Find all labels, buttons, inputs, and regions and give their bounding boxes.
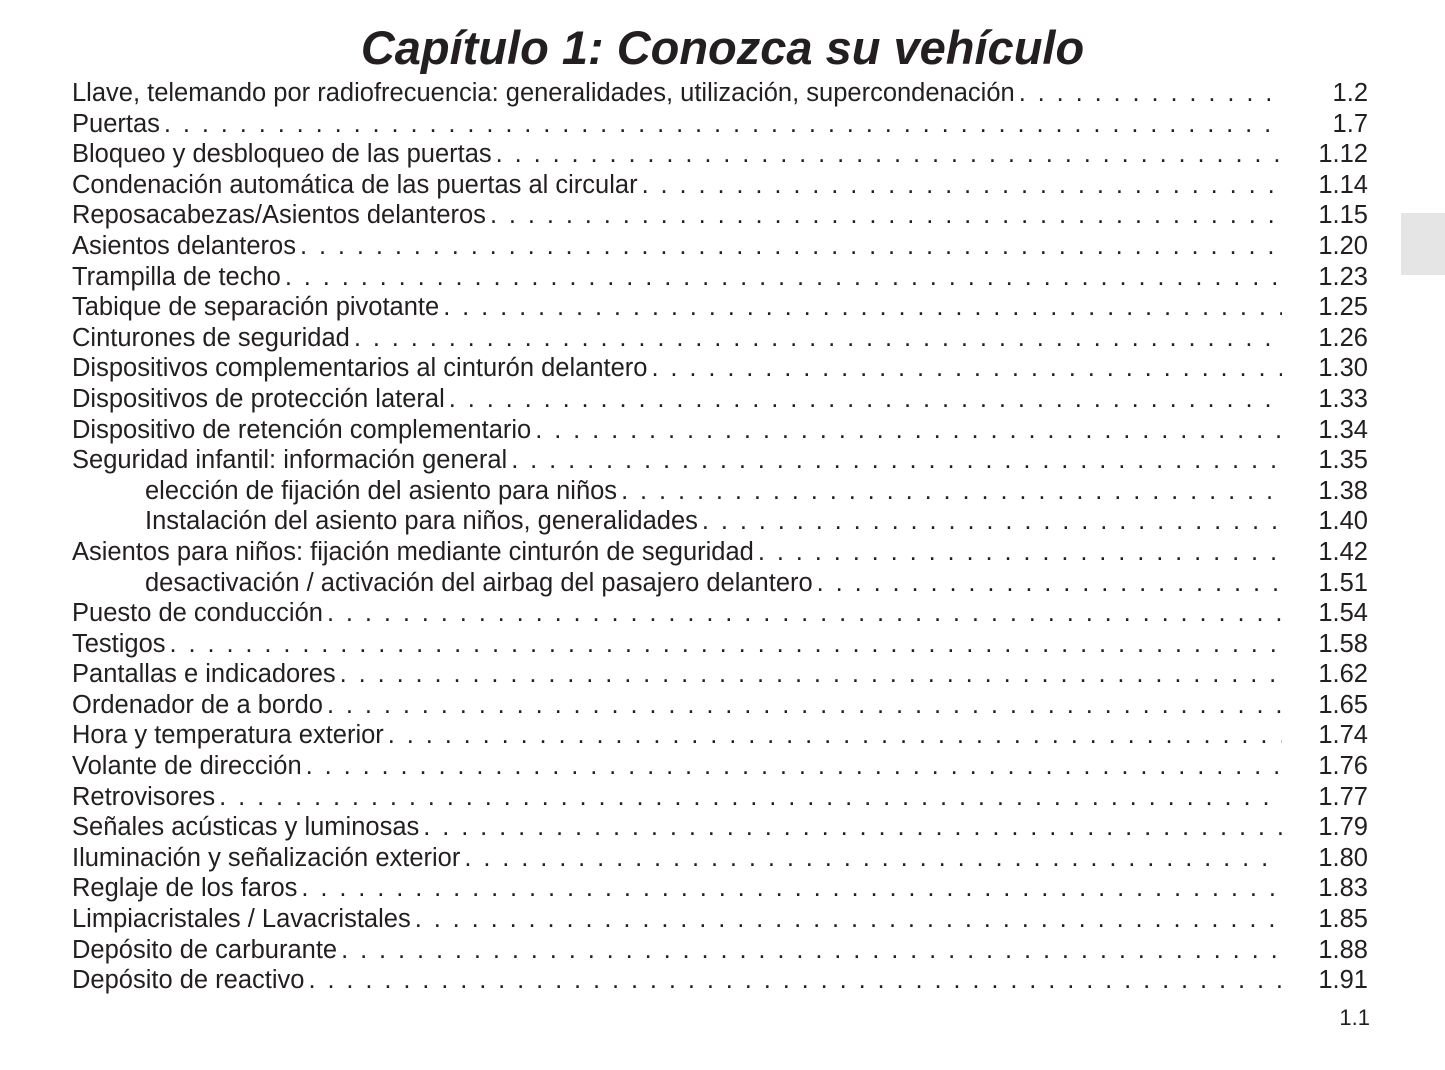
toc-entry-label: Ordenador de a bordo xyxy=(72,690,327,721)
toc-dot-leader xyxy=(651,353,1282,384)
toc-entry[interactable] xyxy=(72,323,1368,354)
toc-dot-leader xyxy=(388,720,1282,751)
toc-entry-page: 1.85 xyxy=(1318,905,1368,934)
toc-entry-page: 1.74 xyxy=(1318,721,1368,750)
toc-entry-page: 1.79 xyxy=(1318,813,1368,842)
chapter-title: Capítulo 1: Conozca su vehículo xyxy=(360,21,1085,74)
toc-dot-leader xyxy=(354,323,1282,354)
toc-entry-page: 1.2 xyxy=(1332,79,1368,107)
toc-dot-leader xyxy=(758,537,1282,568)
toc-dot-leader xyxy=(449,384,1282,415)
toc-entry-label: Asientos delanteros xyxy=(72,231,300,262)
toc-dot-leader xyxy=(340,659,1282,690)
toc-dot-leader xyxy=(423,812,1282,843)
toc-entry-page: 1.12 xyxy=(1318,140,1368,169)
toc-entry-page: 1.76 xyxy=(1318,752,1368,781)
toc-dot-leader xyxy=(464,843,1282,874)
toc-entry-label: Señales acústicas y luminosas xyxy=(72,812,423,843)
toc-entry-label: desactivación / activación del airbag del pasajero delantero xyxy=(72,568,817,599)
toc-entry[interactable] xyxy=(72,200,1368,231)
toc-entry[interactable] xyxy=(72,568,1368,599)
toc-entry-label: Pantallas e indicadores xyxy=(72,659,340,690)
toc-dot-leader xyxy=(817,568,1282,599)
toc-entry[interactable] xyxy=(72,139,1368,170)
toc-dot-leader xyxy=(327,598,1282,629)
toc-entry[interactable] xyxy=(72,782,1368,813)
toc-entry-page: 1.25 xyxy=(1318,293,1368,322)
toc-dot-leader xyxy=(308,965,1282,996)
page-number: 1.1 xyxy=(1339,1005,1370,1030)
toc-dot-leader xyxy=(164,109,1282,140)
toc-entry-label: Depósito de carburante xyxy=(72,935,341,966)
toc-entry-label: Hora y temperatura exterior xyxy=(72,720,388,751)
toc-entry-label: Llave, telemando por radiofrecuencia: generalidades, utilización, supercondenación xyxy=(72,78,1019,109)
toc-entry-page: 1.40 xyxy=(1318,507,1368,536)
toc-entry-label: Instalación del asiento para niños, generalidades xyxy=(72,506,702,537)
toc-entry-page: 1.42 xyxy=(1318,537,1368,566)
toc-entry-label: Volante de dirección xyxy=(72,751,306,782)
toc-entry-page: 1.26 xyxy=(1318,323,1368,352)
toc-entry-label: Testigos xyxy=(72,629,170,660)
toc-entry-page: 1.7 xyxy=(1332,109,1368,138)
toc-entry[interactable] xyxy=(72,965,1368,996)
toc-dot-leader xyxy=(642,170,1282,201)
toc-entry[interactable] xyxy=(72,353,1368,384)
toc-entry[interactable] xyxy=(72,262,1368,293)
toc-dot-leader xyxy=(306,751,1282,782)
toc-entry-label: Seguridad infantil: información general xyxy=(72,445,511,476)
toc-entry-page: 1.65 xyxy=(1318,690,1368,719)
toc-entry-label: Puesto de conducción xyxy=(72,598,327,629)
toc-entry-page: 1.77 xyxy=(1318,782,1368,811)
toc-entry-label: Retrovisores xyxy=(72,782,219,813)
toc-dot-leader xyxy=(415,904,1282,935)
toc-entry-label: Dispositivos de protección lateral xyxy=(72,384,449,415)
toc-entry-page: 1.58 xyxy=(1318,629,1368,658)
toc-entry[interactable] xyxy=(72,231,1368,262)
toc-entry[interactable] xyxy=(72,659,1368,690)
toc-entry-page: 1.54 xyxy=(1318,599,1368,628)
toc-dot-leader xyxy=(300,231,1282,262)
toc-entry-label: Reposacabezas/Asientos delanteros xyxy=(72,200,490,231)
toc-entry-page: 1.34 xyxy=(1318,415,1368,444)
toc-entry[interactable] xyxy=(72,476,1368,507)
toc-entry[interactable] xyxy=(72,904,1368,935)
toc-dot-leader xyxy=(285,262,1282,293)
toc-entry[interactable] xyxy=(72,170,1368,201)
toc-entry[interactable] xyxy=(72,720,1368,751)
toc-entry-page: 1.62 xyxy=(1318,660,1368,689)
toc-entry[interactable] xyxy=(72,629,1368,660)
toc-entry[interactable] xyxy=(72,292,1368,323)
toc-entry-label: Tabique de separación pivotante xyxy=(72,292,443,323)
toc-dot-leader xyxy=(327,690,1282,721)
toc-entry[interactable] xyxy=(72,751,1368,782)
toc-entry-page: 1.30 xyxy=(1318,354,1368,383)
toc-entry-label: Dispositivos complementarios al cinturón delantero xyxy=(72,353,651,384)
toc-entry-page: 1.83 xyxy=(1318,874,1368,903)
toc-entry-label: Bloqueo y desbloqueo de las puertas xyxy=(72,139,496,170)
toc-entry[interactable] xyxy=(72,812,1368,843)
toc-dot-leader xyxy=(702,506,1282,537)
toc-entry[interactable] xyxy=(72,384,1368,415)
toc-dot-leader xyxy=(496,139,1282,170)
toc-entry-page: 1.33 xyxy=(1318,384,1368,413)
toc-entry-label: elección de fijación del asiento para niños xyxy=(72,476,621,507)
toc-entry-label: Asientos para niños: fijación mediante cinturón de seguridad xyxy=(72,537,758,568)
toc-dot-leader xyxy=(170,629,1282,660)
toc-entry-label: Cinturones de seguridad xyxy=(72,323,354,354)
toc-entry-label: Depósito de reactivo xyxy=(72,965,308,996)
toc-entry-label: Puertas xyxy=(72,109,164,140)
toc-entry-page: 1.38 xyxy=(1318,476,1368,505)
toc-entry-page: 1.14 xyxy=(1318,170,1368,199)
toc-entry[interactable] xyxy=(72,445,1368,476)
toc-entry[interactable] xyxy=(72,506,1368,537)
toc-dot-leader xyxy=(219,782,1282,813)
toc-entry[interactable] xyxy=(72,598,1368,629)
toc-entry-label: Dispositivo de retención complementario xyxy=(72,415,535,446)
toc-dot-leader xyxy=(341,935,1282,966)
toc-entry-label: Limpiacristales / Lavacristales xyxy=(72,904,415,935)
toc-entry-page: 1.91 xyxy=(1318,966,1368,995)
toc-entry[interactable] xyxy=(72,537,1368,568)
toc-entry-page: 1.80 xyxy=(1318,843,1368,872)
toc-entry[interactable] xyxy=(72,935,1368,966)
toc-entry[interactable] xyxy=(72,78,1368,109)
toc-entry-page: 1.20 xyxy=(1318,231,1368,260)
toc-entry-page: 1.35 xyxy=(1318,446,1368,475)
toc-entry[interactable] xyxy=(72,415,1368,446)
toc-dot-leader xyxy=(535,415,1282,446)
toc-entry[interactable] xyxy=(72,843,1368,874)
toc-entry-page: 1.23 xyxy=(1318,262,1368,291)
chapter-tab-marker xyxy=(1401,213,1445,275)
toc-entry-page: 1.51 xyxy=(1318,568,1368,597)
toc-entry-label: Trampilla de techo xyxy=(72,262,285,293)
toc-entry[interactable] xyxy=(72,873,1368,904)
toc-entry[interactable] xyxy=(72,690,1368,721)
toc-entry-label: Iluminación y señalización exterior xyxy=(72,843,464,874)
toc-entry-page: 1.88 xyxy=(1318,935,1368,964)
toc-dot-leader xyxy=(621,476,1282,507)
table-of-contents xyxy=(72,78,1368,996)
toc-dot-leader xyxy=(511,445,1282,476)
toc-dot-leader xyxy=(301,873,1282,904)
toc-entry-page: 1.15 xyxy=(1318,201,1368,230)
toc-dot-leader xyxy=(443,292,1282,323)
toc-entry-label: Condenación automática de las puertas al circular xyxy=(72,170,642,201)
toc-dot-leader xyxy=(1019,78,1282,109)
toc-dot-leader xyxy=(490,200,1282,231)
toc-entry[interactable] xyxy=(72,109,1368,140)
toc-entry-label: Reglaje de los faros xyxy=(72,873,301,904)
